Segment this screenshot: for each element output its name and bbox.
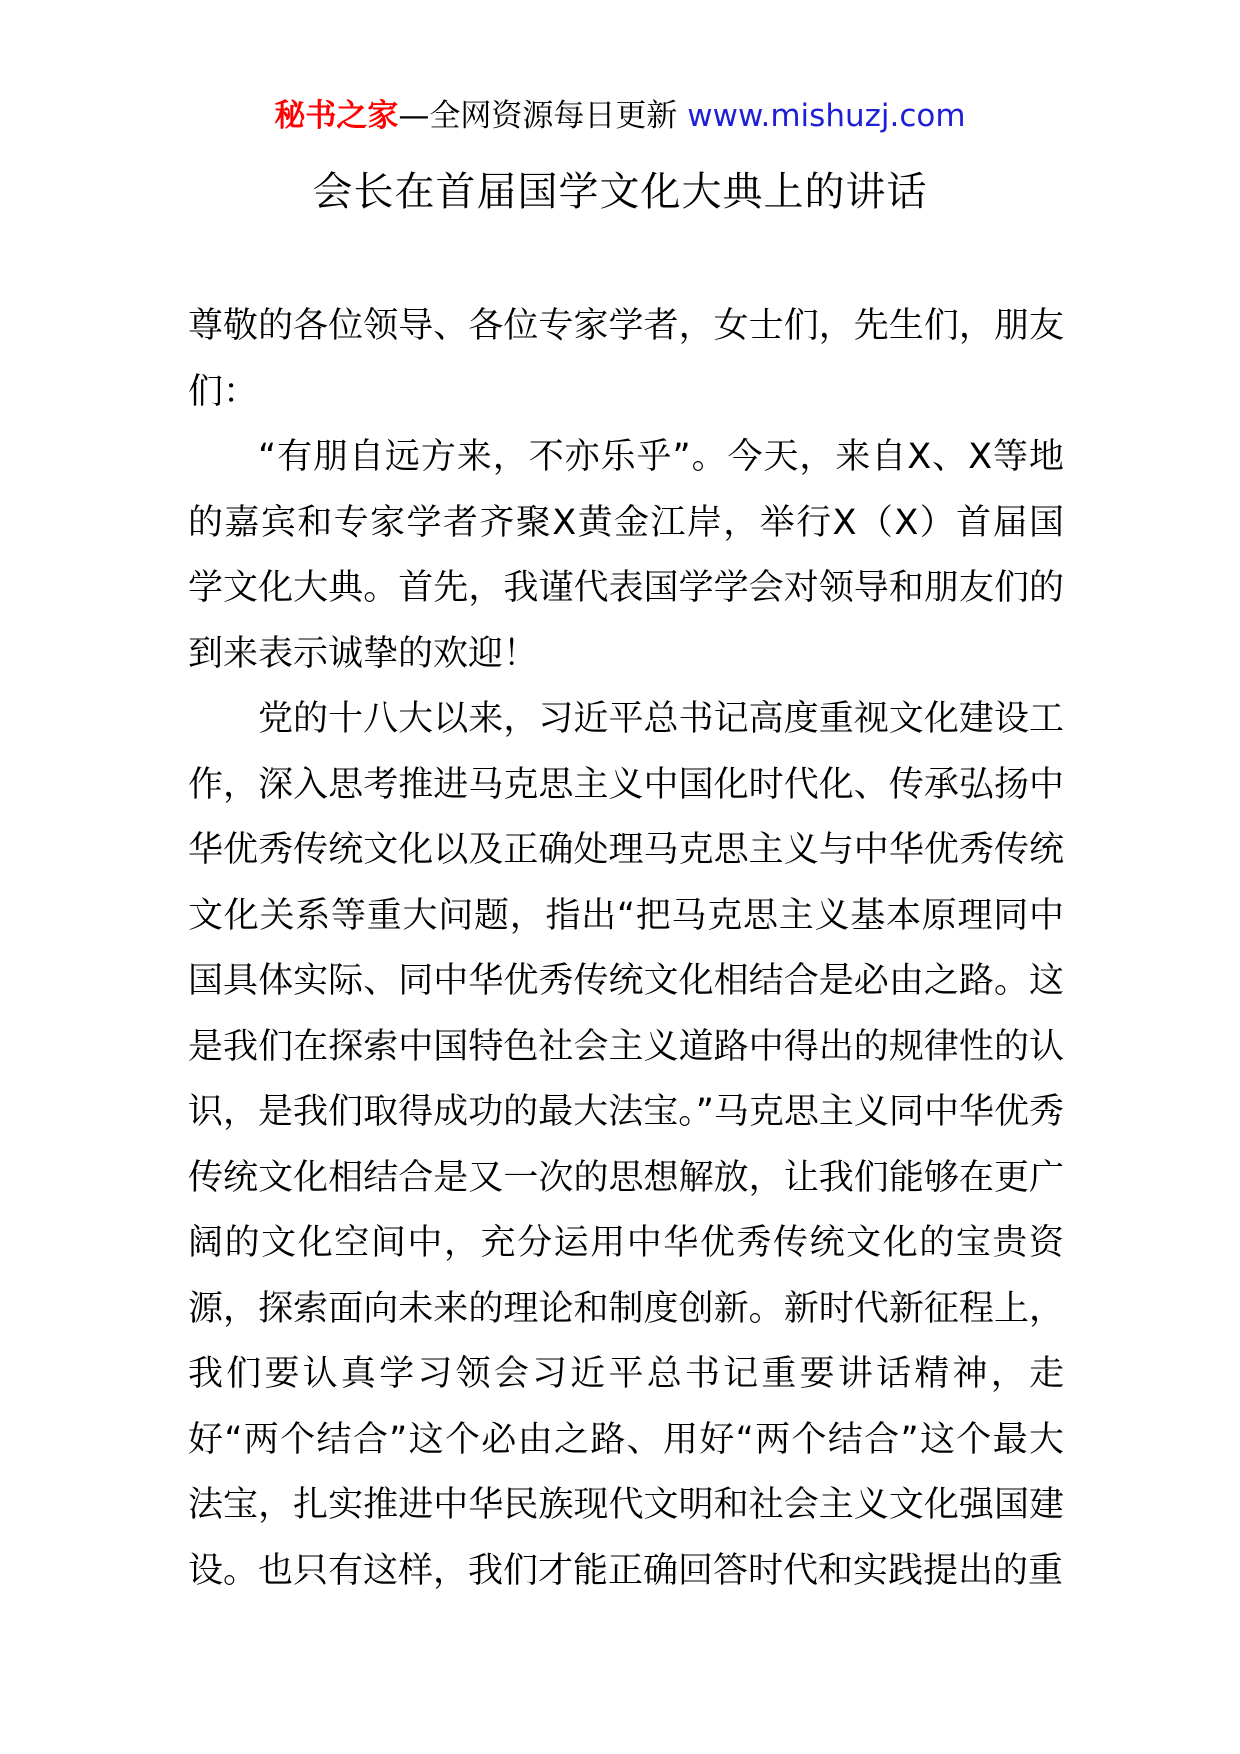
brand-name: 秘书之家	[274, 98, 399, 134]
document-body	[188, 294, 1064, 1604]
document-title: 会长在首届国学文化大典上的讲话	[312, 169, 928, 215]
salutation-paragraph: 尊敬的各位领导、各位专家学者，女士们，先生们，朋友们：	[188, 306, 1064, 412]
main-paragraph: 党的十八大以来，习近平总书记高度重视文化建设工作，深入思考推进马克思主义中国化时代化、传承弘扬中华优秀传统文化以及正确处理马克思主义与中华优秀传统文化关系等重大问题，指出“把马克思主义基本原理同中国具体实际、同中华优秀传统文化相结合是必由之路。这是我们在探索中国特色社会主义道路中得出的规律性的认识，是我们取得成功的最大法宝。”马克思主义同中华优秀传统文化相结合是又一次的思想解放，让我们能够在更广阔的文化空间中，充分运用中华优秀传统文化的宝贵资源，探索面向未来的理论和制度创新。新时代新征程上，我们要认真学习领会习近平总书记重要讲话精神，走好“两个结合”这个必由之路、用好“两个结合”这个最大法宝，扎实推进中华民族现代文明和社会主义文化强国建设。也只有这样，我们才能正确回答时代和实践提出的重	[188, 699, 1064, 1591]
welcome-paragraph: “有朋自远方来，不亦乐乎”。今天，来自X、X等地的嘉宾和专家学者齐聚X黄金江岸，举行X（X）首届国学文化大典。首先，我谨代表国学学会对领导和朋友们的到来表示诚挚的欢迎！	[188, 437, 1064, 674]
site-url-link[interactable]: www.mishuzj.com	[687, 98, 966, 134]
site-header	[0, 96, 1240, 136]
site-tagline: —全网资源每日更新	[398, 98, 678, 134]
